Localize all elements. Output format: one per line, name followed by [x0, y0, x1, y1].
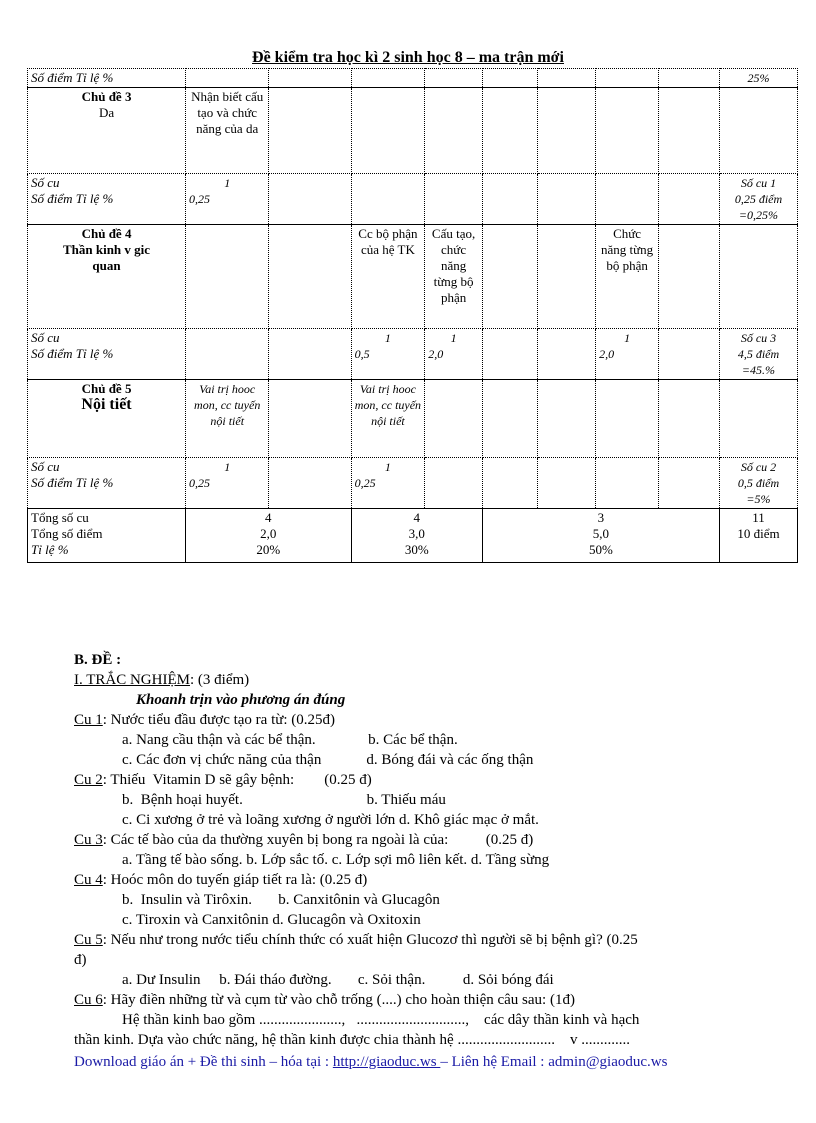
topic-title: Chủ đề 5 [81, 381, 132, 396]
total-percent: 50% [589, 542, 613, 557]
score-value: 0,25 [189, 476, 211, 490]
total-score: 3,0 [408, 526, 425, 541]
count-value: 1 [450, 331, 457, 345]
table-row [28, 380, 798, 458]
row-label: Số cu [31, 175, 60, 190]
row-total: Số cu 3 [740, 331, 777, 345]
answer-line: thần kinh. Dựa vào chức năng, hệ thần kinh được chia thành hệ .......................... v ............. [74, 1032, 630, 1048]
table-row [28, 69, 798, 88]
count-value: 1 [624, 331, 631, 345]
score-value: 0,25 [189, 192, 211, 206]
topic-name: Thần kinh v gic [62, 242, 151, 257]
table-row [28, 329, 798, 380]
row-total: Số cu 2 [740, 460, 777, 474]
row-total: 4,5 điểm [737, 347, 780, 361]
row-label: Số điểm Tỉ lệ % [31, 191, 114, 206]
total-percent: 30% [404, 542, 429, 557]
topic-cell: Cấu tạo, chức năng từng bộ phận [425, 225, 483, 329]
score-value: 2,0 [428, 347, 444, 361]
footer [74, 1052, 754, 1072]
count-value: 1 [224, 176, 231, 190]
answer-line: c. Tiroxin và Canxitônin d. Glucagôn và Oxitoxin [122, 912, 421, 928]
row-total: 0,25 điểm [734, 192, 783, 206]
exam-body [74, 650, 754, 1072]
score-value: 0,25 [354, 476, 376, 490]
topic-title: Chủ đề 4 [81, 226, 132, 241]
row-label: Số điểm Tỉ lệ % [28, 69, 186, 88]
answer-line: Hệ thần kinh bao gồm ......................, ............................., các dây thần kinh và hạch [122, 1012, 640, 1028]
count-value: 1 [224, 460, 231, 474]
row-label: Số cu [31, 330, 60, 345]
count-value: 1 [384, 460, 391, 474]
page-title: Đề kiểm tra học kì 2 sinh học 8 – ma trận mới [252, 49, 564, 66]
question-label: Cu 4 [74, 872, 103, 888]
matrix-table [27, 68, 798, 563]
table-row [28, 88, 798, 174]
row-total: 25% [719, 69, 797, 88]
total-count: 4 [413, 510, 420, 525]
totals-label: Tổng số điểm [31, 526, 103, 541]
row-label: Số điểm Tỉ lệ % [31, 346, 114, 361]
answer-line: a. Dư Insulin b. Đái tháo đường. c. Sỏi thận. d. Sỏi bóng đái [122, 972, 554, 988]
footer-link[interactable]: http://giaoduc.ws [332, 1054, 441, 1070]
count-value: 1 [384, 331, 391, 345]
question-label: Cu 1 [74, 712, 103, 728]
total-score: 5,0 [592, 526, 610, 541]
table-row [28, 458, 798, 509]
instruction: Khoanh trịn vào phương án đúng [136, 692, 346, 708]
question-text: : Thiếu Vitamin D sẽ gây bệnh: (0.25 đ) [102, 772, 372, 788]
score-value: 2,0 [599, 347, 615, 361]
question-text: : Hoóc môn do tuyến giáp tiết ra là: (0.25 đ) [102, 872, 368, 888]
question-text: : Các tế bào của da thường xuyên bị bong ra ngoài là của: (0.25 đ) [102, 832, 534, 848]
answer-line: b. Bệnh hoại huyết. b. Thiếu máu [122, 792, 446, 808]
row-total: =5% [746, 492, 771, 506]
topic-cell: Vai trị hooc mon, cc tuyến nội tiết [351, 380, 425, 458]
answer-line: b. Insulin và Tirôxin. b. Canxitônin và Glucagôn [122, 892, 440, 908]
footer-text: Download giáo án + Đề thi sinh – hóa tại : [74, 1054, 333, 1070]
grand-total-count: 11 [752, 510, 765, 525]
part-points: : (3 điểm) [189, 672, 250, 688]
topic-name: quan [92, 258, 121, 273]
question-text: : Nước tiểu đầu được tạo ra từ: (0.25đ) [102, 712, 336, 728]
question-label: Cu 3 [74, 832, 103, 848]
footer-text: – Liên hệ Email : admin@giaoduc.ws [440, 1054, 668, 1070]
table-row [28, 174, 798, 225]
total-score: 2,0 [260, 526, 277, 541]
answer-line: a. Tầng tế bào sống. b. Lớp sắc tố. c. Lớp sợi mô liên kết. d. Tầng sừng [122, 852, 550, 868]
row-label: Số điểm Tỉ lệ % [31, 475, 114, 490]
row-label: Số cu [31, 459, 60, 474]
question-text: đ) [74, 952, 87, 968]
totals-label: Tỉ lệ % [31, 542, 69, 557]
part-title: I. TRẮC NGHIỆM [74, 672, 190, 688]
total-count: 3 [597, 510, 605, 525]
topic-cell: Chức năng từng bộ phận [596, 225, 659, 329]
total-count: 4 [265, 510, 272, 525]
question-label: Cu 6 [74, 992, 103, 1008]
total-percent: 20% [256, 542, 281, 557]
row-total: Số cu 1 [740, 176, 777, 190]
topic-cell: Vai trị hooc mon, cc tuyến nội tiết [186, 380, 269, 458]
score-value: 0,5 [354, 347, 370, 361]
question-text: : Hãy điền những từ và cụm từ vào chỗ trống (....) cho hoàn thiện câu sau: (1đ) [102, 992, 575, 1008]
table-row [28, 225, 798, 329]
answer-line: c. Ci xương ở trẻ và loãng xương ở người lớn d. Khô giác mạc ở mắt. [122, 812, 539, 828]
grand-total-score: 10 điểm [737, 526, 780, 541]
row-total: 0,5 điểm [737, 476, 780, 490]
question-text: : Nếu như trong nước tiểu chính thức có xuất hiện Glucozơ thì người sẽ bị bệnh gì? (0.25 [102, 932, 638, 948]
topic-cell: Nhận biết cấu tạo và chức năng của da [186, 88, 269, 174]
answer-line: c. Các đơn vị chức năng của thận d. Bóng đái và các ống thận [122, 752, 534, 768]
topic-cell: Cc bộ phận của hệ TK [351, 225, 425, 329]
answer-line: a. Nang cầu thận và các bể thận. b. Các bể thận. [122, 732, 458, 748]
totals-row [28, 509, 798, 563]
question-label: Cu 2 [74, 772, 103, 788]
row-total: =0,25% [738, 208, 779, 222]
row-total: =45.% [741, 363, 776, 377]
topic-title: Chủ đề 3 [81, 89, 132, 104]
question-label: Cu 5 [74, 932, 103, 948]
section-heading: B. ĐỀ : [74, 652, 122, 668]
topic-name: Nội tiết [81, 396, 132, 413]
topic-name: Da [98, 105, 115, 120]
totals-label: Tổng số cu [31, 510, 89, 525]
